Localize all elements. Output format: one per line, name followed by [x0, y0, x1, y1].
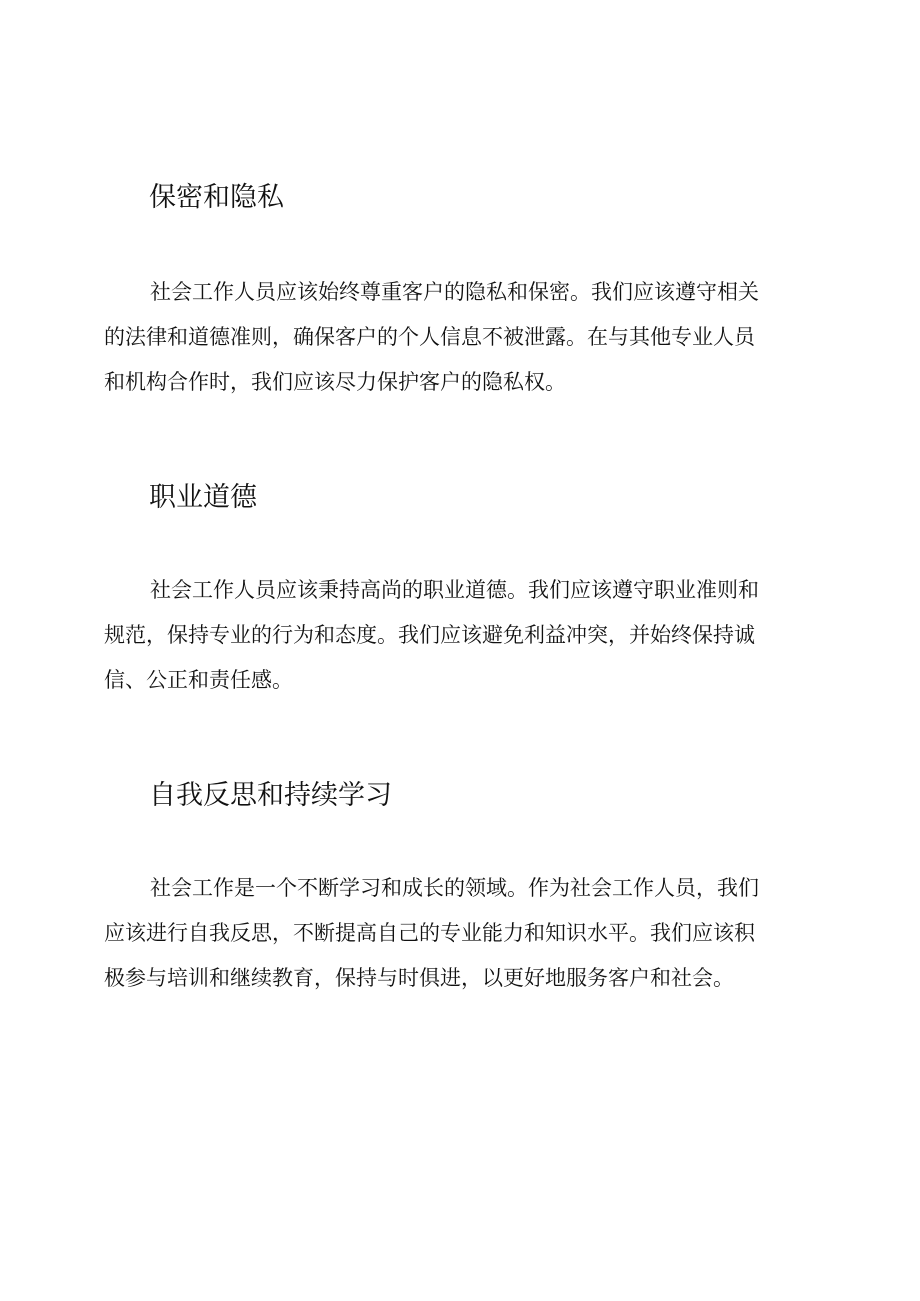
section-heading-learning: 自我反思和持续学习	[149, 780, 392, 811]
section-paragraph-privacy	[104, 270, 822, 405]
paragraph-line: 的法律和道德准则，确保客户的个人信息不被泄露。在与其他专业人员	[104, 325, 755, 349]
paragraph-line: 规范，保持专业的行为和态度。我们应该避免利益冲突，并始终保持诚	[104, 623, 755, 647]
paragraph-line: 社会工作是一个不断学习和成长的领域。作为社会工作人员，我们	[150, 876, 759, 900]
paragraph-line: 应该进行自我反思，不断提高自己的专业能力和知识水平。我们应该积	[104, 921, 755, 945]
paragraph-line: 信、公正和责任感。	[104, 668, 293, 692]
paragraph-line: 极参与培训和继续教育，保持与时俱进，以更好地服务客户和社会。	[104, 966, 734, 990]
section-heading-privacy: 保密和隐私	[149, 182, 284, 213]
paragraph-line: 社会工作人员应该始终尊重客户的隐私和保密。我们应该遵守相关	[150, 280, 759, 304]
paragraph-line: 社会工作人员应该秉持高尚的职业道德。我们应该遵守职业准则和	[150, 578, 759, 602]
paragraph-line: 和机构合作时，我们应该尽力保护客户的隐私权。	[104, 370, 566, 394]
section-paragraph-learning	[104, 866, 822, 1001]
section-heading-ethics: 职业道德	[149, 482, 257, 513]
section-paragraph-ethics	[104, 568, 822, 703]
